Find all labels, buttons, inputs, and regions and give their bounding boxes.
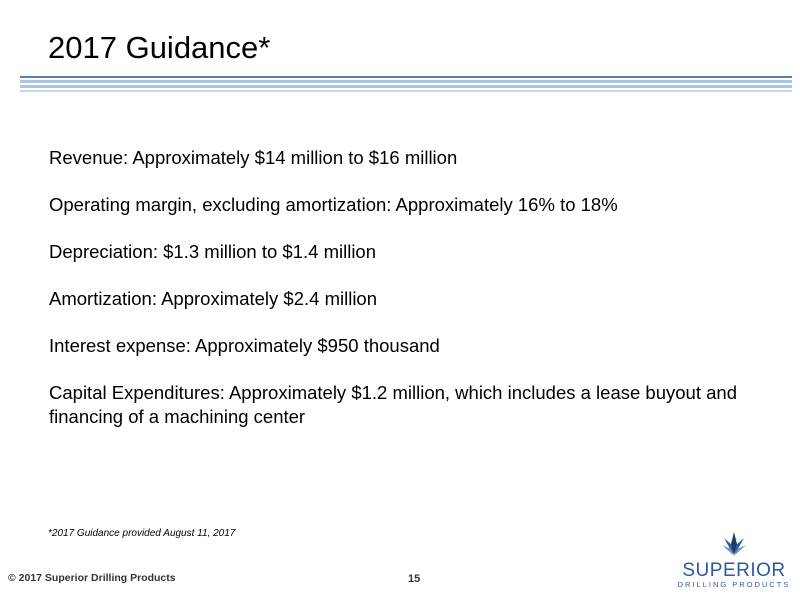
copyright-notice: © 2017 Superior Drilling Products (8, 572, 176, 584)
logo-wordmark: SUPERIOR (682, 560, 786, 581)
guidance-item-operating-margin: Operating margin, excluding amortization: Approximately 16% to 18% (49, 194, 618, 215)
logo-tagline: DRILLING PRODUCTS (677, 580, 791, 589)
guidance-item-interest-expense: Interest expense: Approximately $950 thousand (49, 335, 440, 356)
guidance-item-revenue: Revenue: Approximately $14 million to $16 million (49, 147, 458, 168)
guidance-item-amortization: Amortization: Approximately $2.4 million (49, 288, 378, 309)
page-number: 15 (408, 573, 421, 585)
footnote: *2017 Guidance provided August 11, 2017 (48, 528, 236, 539)
guidance-item-capital-expenditures: Capital Expenditures: Approximately $1.2 million, which includes a lease buyout and financing of a machining center (49, 382, 737, 427)
page-title: 2017 Guidance* (48, 30, 271, 65)
title-underline (20, 76, 792, 94)
guidance-list (49, 146, 779, 452)
guidance-item-depreciation: Depreciation: $1.3 million to $1.4 million (49, 241, 377, 262)
company-logo (675, 530, 793, 596)
drill-bit-icon (721, 530, 747, 558)
